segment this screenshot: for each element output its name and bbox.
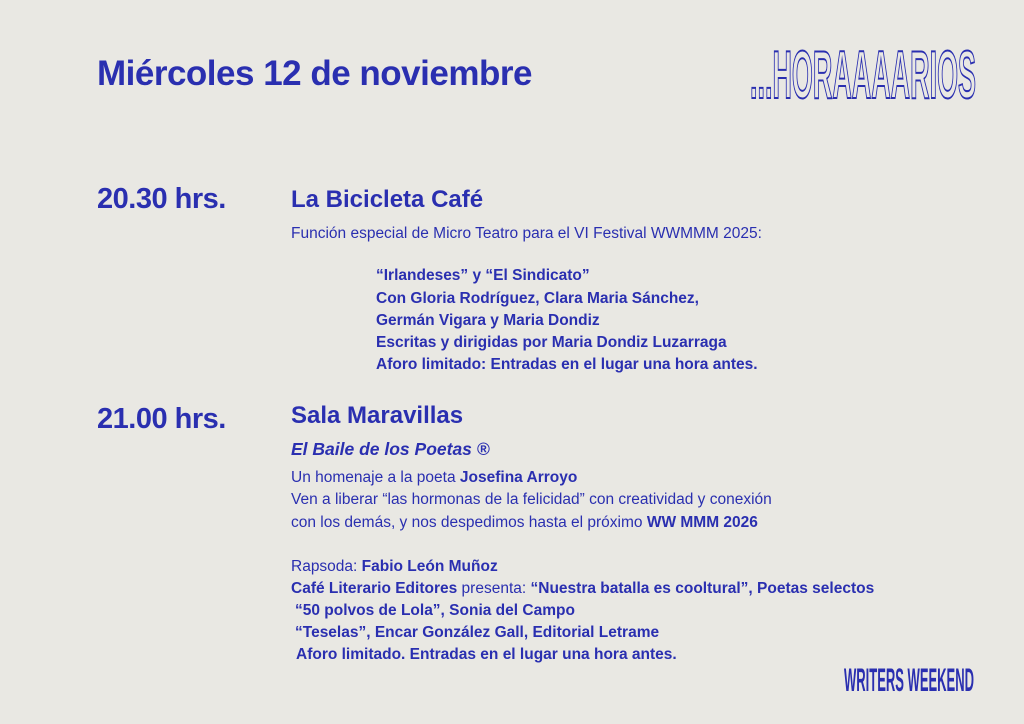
book-line: “50 polvos de Lola”, Sonia del Campo (295, 602, 575, 619)
editor-line (291, 581, 874, 597)
description-text: Un homenaje a la poeta (291, 469, 460, 486)
book-line: “Teselas”, Encar González Gall, Editorial Letrame (295, 624, 660, 641)
rapsoda-name: Fabio León Muñoz (361, 558, 498, 575)
festival-name: WW MMM 2026 (646, 514, 758, 531)
event-subtitle: El Baile de los Poetas ® (291, 439, 490, 459)
description-text: con los demás, y nos despedimos hasta el próximo (291, 514, 647, 531)
poet-name: Josefina Arroyo (459, 469, 578, 486)
event-time: 21.00 hrs. (97, 403, 226, 435)
horarios-logo (750, 42, 978, 100)
event-detail: Germán Vigara y Maria Dondiz (376, 312, 600, 329)
event-detail: Escritas y dirigidas por Maria Dondiz Luzarraga (376, 334, 727, 351)
aforo-line: Aforo limitado. Entradas en el lugar una hora antes. (296, 646, 677, 663)
event-description (291, 470, 577, 486)
event-venue: Sala Maravillas (291, 402, 464, 429)
page-title: Miércoles 12 de noviembre (97, 54, 532, 93)
event-intro: Función especial de Micro Teatro para el VI Festival WWMMM 2025: (291, 225, 762, 242)
rapsoda-line (291, 559, 498, 575)
event-venue: La Bicicleta Café (291, 186, 484, 213)
event-description (291, 515, 758, 531)
event-detail: Con Gloria Rodríguez, Clara Maria Sánchez, (376, 290, 699, 307)
event-description: Ven a liberar “las hormonas de la felicidad” con creatividad y conexión (291, 491, 772, 508)
svg-text:WRITERS WEEKEND: WRITERS WEEKEND (844, 662, 974, 694)
editor-presenta: presenta: (457, 580, 531, 597)
rapsoda-label: Rapsoda: (291, 558, 362, 575)
writers-weekend-logo (844, 660, 976, 694)
editor-name: Café Literario Editores (291, 580, 458, 597)
book-title: “Nuestra batalla es cooltural”, Poetas selectos (530, 580, 875, 597)
event-time: 20.30 hrs. (97, 183, 226, 215)
event-detail: Aforo limitado: Entradas en el lugar una hora antes. (376, 356, 758, 373)
svg-text:...HORAAAARIOS: ...HORAAAARIOS (750, 42, 976, 100)
event-detail: “Irlandeses” y “El Sindicato” (376, 267, 590, 284)
